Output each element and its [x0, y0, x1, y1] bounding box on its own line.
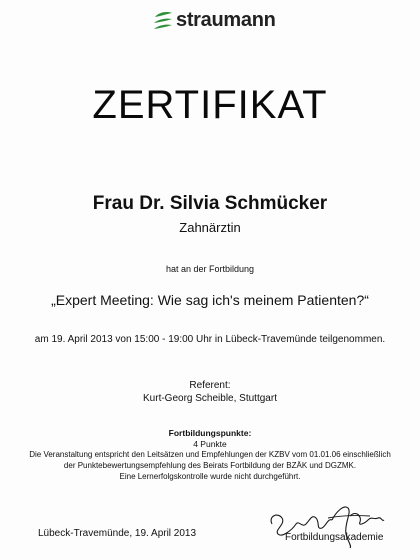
accreditation-text-2: der Punktebewertungsempfehlung des Beirats Fortbildung der BZÄK und DGZMK. — [63, 461, 357, 470]
intro-text: hat an der Fortbildung — [165, 264, 255, 274]
recipient-profession: Zahnärztin — [179, 220, 241, 235]
points-label: Fortbildungspunkte: — [168, 428, 252, 438]
points-value: 4 Punkte — [193, 439, 227, 449]
referent-label: Referent: — [189, 380, 231, 391]
accreditation-text-3: Eine Lernerfolgskontrolle wurde nicht durchgeführt. — [119, 472, 301, 481]
accreditation-text-1: Die Veranstaltung entspricht den Leitsätzen und Empfehlungen der KZBV vom 01.01.06 einschließlich — [29, 450, 391, 459]
straumann-logo-icon — [152, 8, 174, 32]
brand-logo — [152, 8, 276, 32]
date-line: am 19. April 2013 von 15:00 - 19:00 Uhr in Lübeck-Travemünde teilgenommen. — [34, 334, 386, 345]
certificate-title: ZERTIFIKAT — [92, 83, 328, 127]
referent-name: Kurt-Georg Scheible, Stuttgart — [143, 393, 277, 404]
recipient-name: Frau Dr. Silvia Schmücker — [92, 193, 328, 214]
brand-name: straumann — [176, 8, 276, 31]
academy-label: Fortbildungsakademie — [285, 532, 384, 543]
course-title: „Expert Meeting: Wie sag ich's meinem Patienten?“ — [51, 292, 369, 308]
place-date: Lübeck-Travemünde, 19. April 2013 — [38, 528, 197, 539]
